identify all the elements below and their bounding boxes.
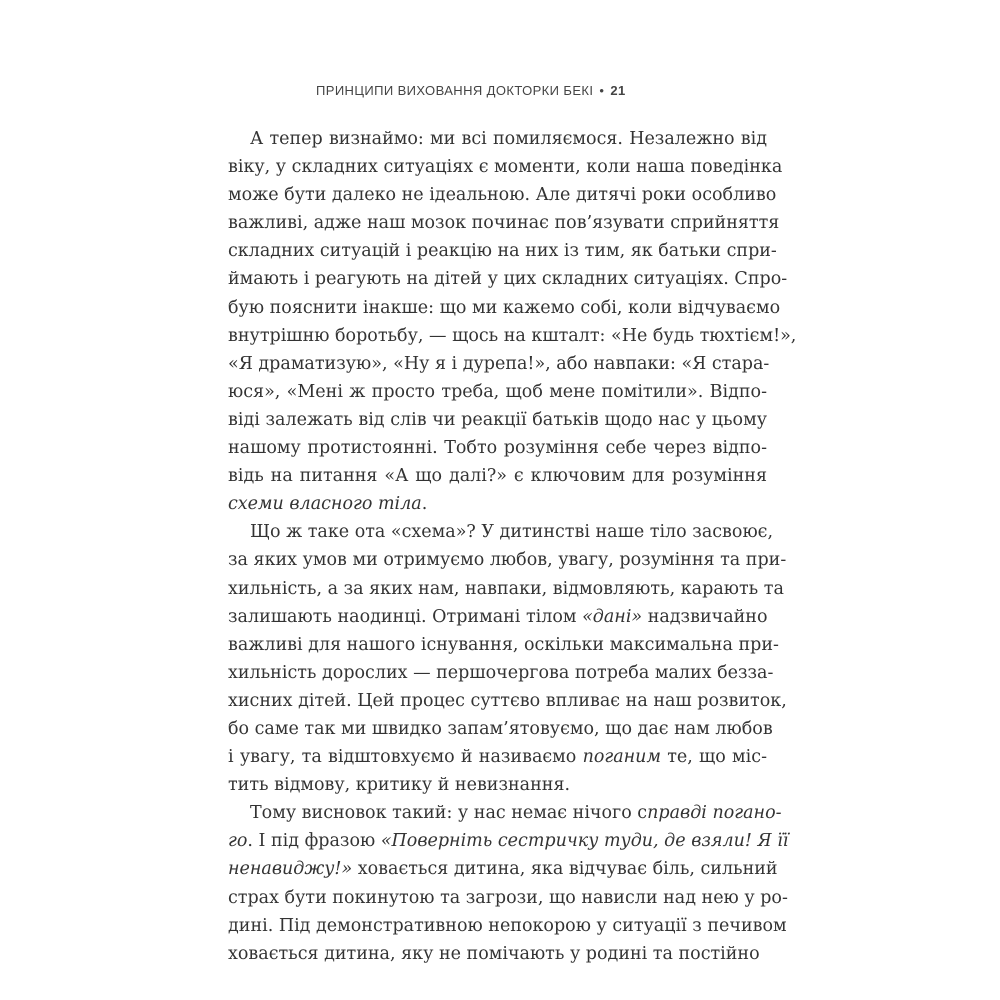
text-line: [228, 687, 787, 715]
text-line: [228, 603, 767, 631]
text-line: [228, 827, 789, 855]
body-text: [228, 125, 797, 968]
italic-text: схеми власного тіла: [228, 494, 422, 515]
text-span: хильність дорослих — першочергова потреба малих безза-: [228, 662, 774, 683]
text-span: важливі для нашого існування, оскільки максимальна при-: [228, 634, 779, 655]
text-span: те, що міс-: [660, 747, 767, 768]
text-span: страх бути покинутою та загрози, що нависли над нею у ро-: [228, 887, 788, 908]
text-span: може бути далеко не ідеальною. Але дитячі роки особливо: [228, 185, 777, 206]
text-line: [228, 181, 777, 209]
text-line: [228, 209, 780, 237]
italic-text: поганим: [582, 747, 661, 768]
italic-text: ненавиджу!»: [228, 859, 353, 880]
text-span: ховається дитина, яка відчуває біль, сильний: [352, 859, 778, 880]
text-span: внутрішню боротьбу, — щось на кшталт: «Не будь тюхтієм!»,: [228, 325, 797, 346]
text-span: віку, у складних ситуаціях є моменти, коли наша поведінка: [228, 157, 783, 178]
text-line: [228, 518, 774, 546]
text-span: надзвичайно: [642, 606, 768, 627]
text-line: [228, 799, 782, 827]
italic-text: «дані»: [582, 606, 643, 627]
text-span: віді залежать від слів чи реакції батьків щодо нас у цьому: [228, 409, 767, 430]
text-line: [228, 575, 784, 603]
text-span: ймають і реагують на дітей у цих складних ситуаціях. Спро-: [228, 269, 788, 290]
text-line: [228, 715, 773, 743]
text-line: [228, 462, 767, 490]
text-line: [228, 153, 783, 181]
text-span: ховається дитина, яку не помічають у родині та постійно: [228, 943, 760, 964]
italic-text: «Поверніть сестричку туди, де взяли! Я її: [380, 831, 789, 852]
text-span: складних ситуацій і реакцію на них із тим, як батьки спри-: [228, 241, 777, 262]
running-head: [316, 83, 646, 98]
paragraph-3: [228, 799, 789, 968]
text-span: Тому висновок такий: у нас немає нічого с: [250, 803, 648, 824]
text-line: [228, 322, 797, 350]
text-span: дині. Під демонстративною непокорою у ситуації з печивом: [228, 915, 787, 936]
text-span: бую пояснити інакше: що ми кажемо собі, коли відчуваємо: [228, 297, 781, 318]
paragraph-2: [228, 518, 787, 799]
text-line: [228, 265, 788, 293]
text-span: важливі, адже наш мозок починає пов’язувати сприйняття: [228, 213, 780, 234]
text-span: юся», «Мені ж просто треба, щоб мене помітили». Відпо-: [228, 381, 767, 402]
text-line: [228, 125, 767, 153]
text-line: [228, 406, 767, 434]
text-span: нашому протистоянні. Тобто розуміння себе через відпо-: [228, 438, 767, 459]
text-span: за яких умов ми отримуємо любов, увагу, розуміння та при-: [228, 550, 787, 571]
page-number: 21: [610, 83, 626, 98]
text-span: тить відмову, критику й невизнання.: [228, 775, 571, 796]
text-span: . І під фразою: [247, 831, 381, 852]
text-span: А тепер визнаймо: ми всі помиляємося. Незалежно від: [250, 129, 767, 149]
text-span: відь на питання «А що далі?» є ключовим для розуміння: [228, 466, 767, 487]
text-line: [228, 434, 767, 462]
text-line: [228, 884, 788, 912]
text-span: бо саме так ми швидко запам’ятовуємо, що дає нам любов: [228, 718, 773, 739]
text-line: [228, 912, 787, 940]
text-span: .: [421, 494, 428, 515]
text-span: хисних дітей. Цей процес суттєво впливає на наш розвиток,: [228, 690, 787, 711]
text-span: і увагу, та відштовхуємо й називаємо: [228, 747, 583, 768]
running-head-title: ПРИНЦИПИ ВИХОВАННЯ ДОКТОРКИ БЕКІ: [316, 83, 594, 98]
running-head-bullet: •: [599, 83, 605, 98]
text-line: [228, 940, 767, 968]
text-span: Що ж таке ота «схема»? У дитинстві наше тіло засвоює,: [250, 522, 774, 543]
text-span: «Я драматизую», «Ну я і дурепа!», або навпаки: «Я стара-: [228, 353, 770, 374]
italic-text: правді погано-: [647, 803, 782, 824]
italic-text: го: [228, 831, 248, 852]
text-line: [228, 350, 770, 378]
text-line: [228, 237, 777, 265]
text-line: [228, 546, 787, 574]
text-line: [228, 490, 767, 518]
paragraph-1: [228, 125, 797, 518]
text-span: хильність, а за яких нам, навпаки, відмовляють, карають та: [228, 578, 784, 599]
text-line: [228, 631, 779, 659]
text-line: [228, 659, 774, 687]
text-line: [228, 855, 778, 883]
text-span: залишають наодинці. Отримані тілом: [228, 606, 583, 627]
text-line: [228, 294, 781, 322]
text-line: [228, 771, 767, 799]
text-line: [228, 378, 767, 406]
text-line: [228, 743, 767, 771]
